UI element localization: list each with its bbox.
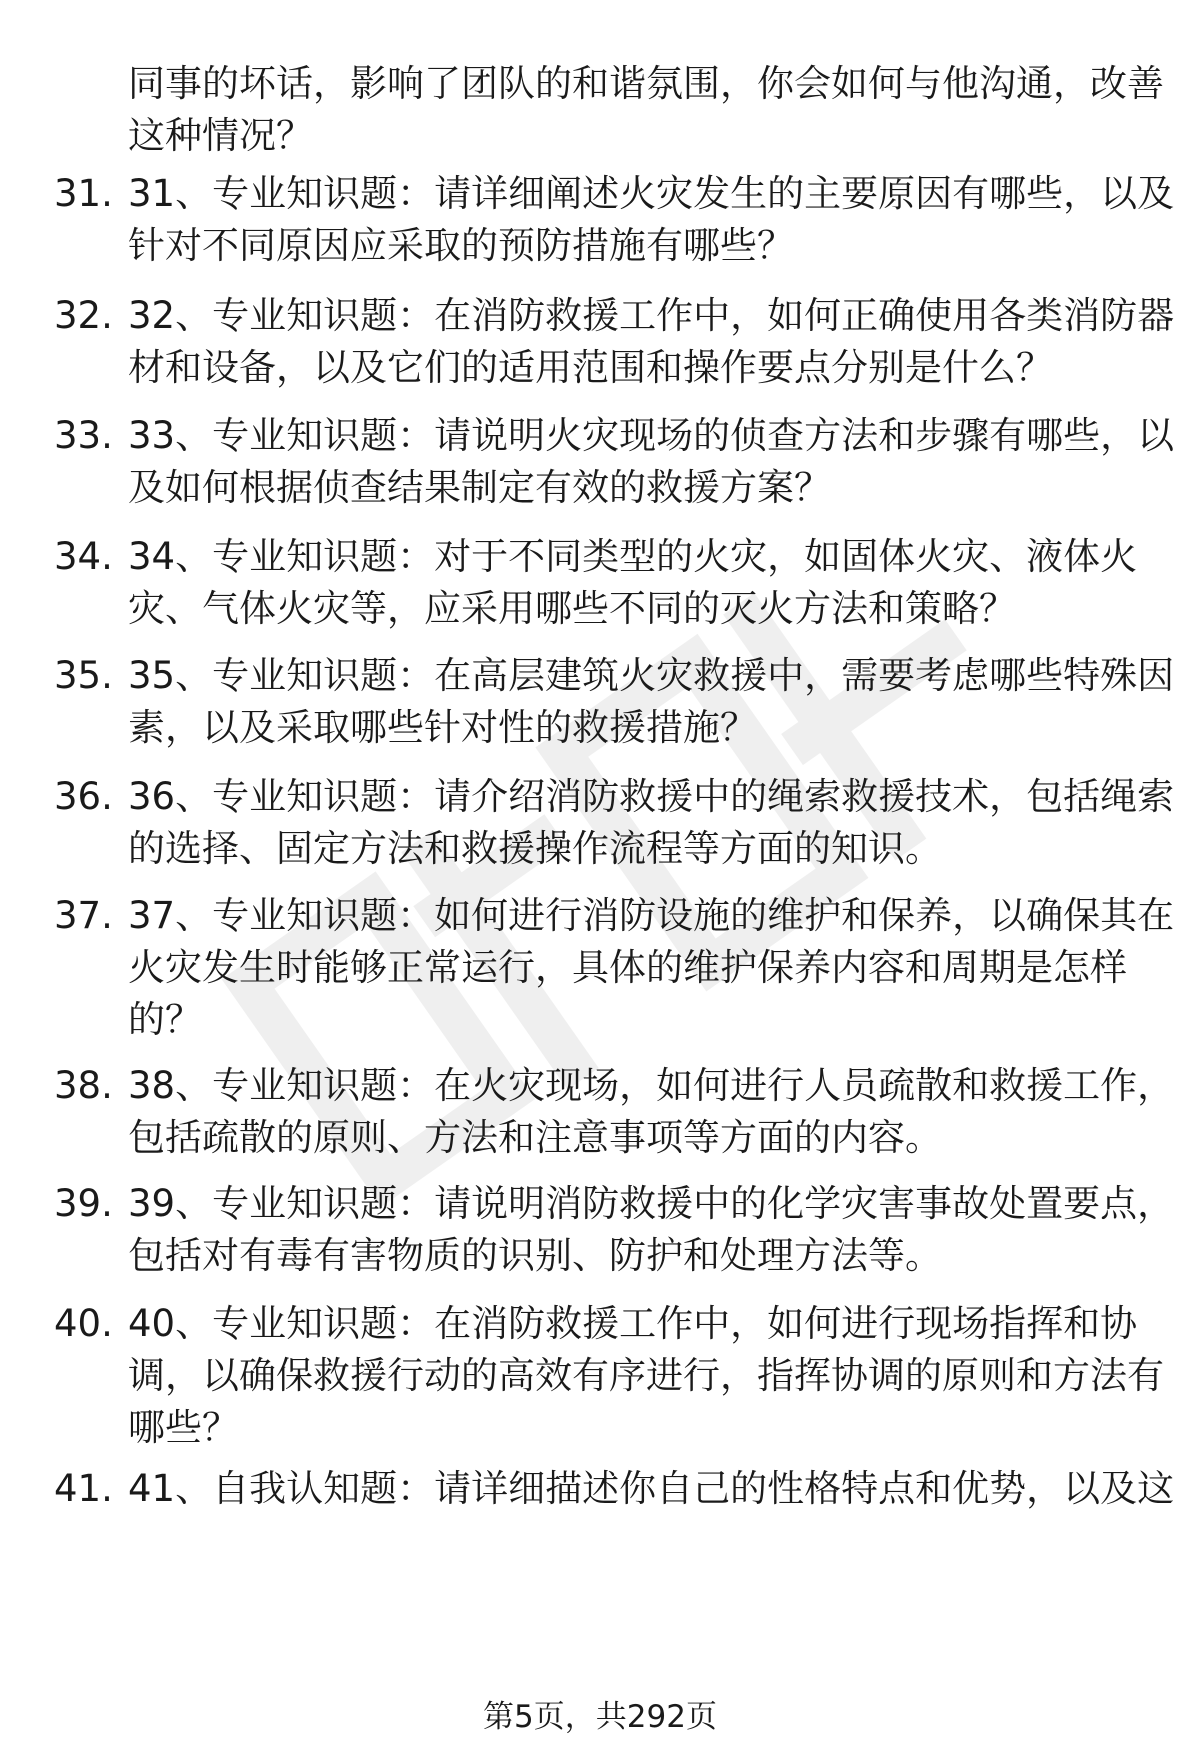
list-item-text (128, 410, 1175, 514)
continuation-line: 这种情况？ (128, 114, 313, 157)
list-item-number: 35. (54, 654, 113, 697)
list-item-line: 及如何根据侦查结果制定有效的救援方案？ (128, 466, 831, 509)
list-item-text (128, 1060, 1175, 1164)
list-item-text (128, 650, 1175, 754)
list-item-line: 的选择、固定方法和救援操作流程等方面的知识。 (128, 827, 942, 870)
page-number-footer: 第5页，共292页 (483, 1699, 717, 1735)
list-item-line: 32、专业知识题：在消防救援工作中，如何正确使用各类消防器 (128, 294, 1175, 337)
list-item-number: 40. (54, 1302, 113, 1345)
list-item-line: 素，以及采取哪些针对性的救援措施？ (128, 706, 757, 749)
list-item-line: 包括疏散的原则、方法和注意事项等方面的内容。 (128, 1116, 942, 1159)
list-item-text (128, 890, 1175, 1046)
list-item-number: 39. (54, 1182, 113, 1225)
list-item-number: 33. (54, 414, 113, 457)
list-item-line: 38、专业知识题：在火灾现场，如何进行人员疏散和救援工作， (128, 1064, 1175, 1107)
list-item-line: 调，以确保救援行动的高效有序进行，指挥协调的原则和方法有 (128, 1354, 1164, 1397)
list-item-line: 37、专业知识题：如何进行消防设施的维护和保养，以确保其在 (128, 894, 1175, 937)
list-item-number: 31. (54, 172, 113, 215)
list-item-line: 40、专业知识题：在消防救援工作中，如何进行现场指挥和协 (128, 1302, 1138, 1345)
list-item-text (128, 168, 1175, 272)
list-item-text (128, 1298, 1164, 1454)
list-item-line: 火灾发生时能够正常运行，具体的维护保养内容和周期是怎样 (128, 946, 1127, 989)
list-item-line: 材和设备，以及它们的适用范围和操作要点分别是什么？ (128, 346, 1053, 389)
list-item-text (128, 290, 1175, 394)
list-item-text (128, 771, 1175, 875)
list-item-line: 的？ (128, 998, 202, 1041)
list-item-line: 针对不同原因应采取的预防措施有哪些？ (128, 224, 794, 267)
list-item-line: 哪些？ (128, 1406, 239, 1449)
list-item-line: 39、专业知识题：请说明消防救援中的化学灾害事故处置要点， (128, 1182, 1175, 1225)
list-item-line: 34、专业知识题：对于不同类型的火灾，如固体火灾、液体火 (128, 535, 1138, 578)
list-item-number: 38. (54, 1064, 113, 1107)
list-item-line: 灾、气体火灾等，应采用哪些不同的灭火方法和策略？ (128, 587, 1016, 630)
list-item-line: 31、专业知识题：请详细阐述火灾发生的主要原因有哪些，以及 (128, 172, 1175, 215)
list-item-number: 37. (54, 894, 113, 937)
list-item-line: 包括对有毒有害物质的识别、防护和处理方法等。 (128, 1234, 942, 1277)
list-item-text (128, 531, 1138, 635)
list-item-line: 36、专业知识题：请介绍消防救援中的绳索救援技术，包括绳索 (128, 775, 1175, 818)
list-item-line: 35、专业知识题：在高层建筑火灾救援中，需要考虑哪些特殊因 (128, 654, 1175, 697)
list-item-text (128, 1463, 1175, 1515)
continuation-line: 同事的坏话，影响了团队的和谐氛围，你会如何与他沟通，改善 (128, 62, 1164, 105)
list-item-number: 32. (54, 294, 113, 337)
list-item-number: 41. (54, 1467, 113, 1510)
continuation-paragraph (128, 58, 1164, 162)
list-item-number: 34. (54, 535, 113, 578)
list-item-line: 41、自我认知题：请详细描述你自己的性格特点和优势，以及这 (128, 1467, 1175, 1510)
list-item-text (128, 1178, 1175, 1282)
list-item-number: 36. (54, 775, 113, 818)
list-item-line: 33、专业知识题：请说明火灾现场的侦查方法和步骤有哪些，以 (128, 414, 1175, 457)
